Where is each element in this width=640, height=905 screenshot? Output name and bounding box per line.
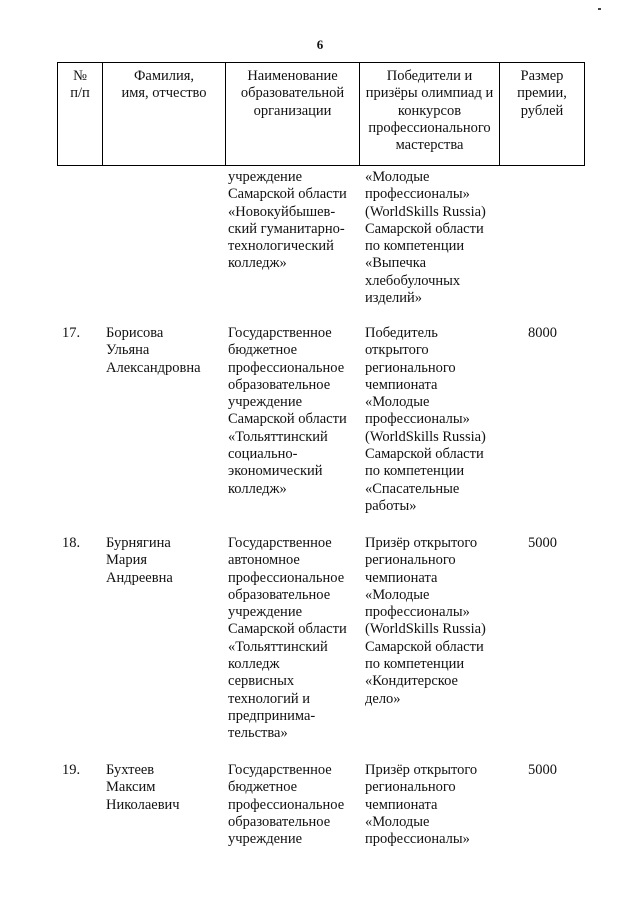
cell-line: социально- <box>228 446 298 463</box>
header-text: п/п <box>70 85 90 102</box>
cell-line: колледж» <box>228 255 287 272</box>
cell-line: «Новокуйбышев- <box>228 203 336 220</box>
cell-line: «Тольяттинский <box>228 638 328 655</box>
cell-line: Максим <box>106 779 156 796</box>
cell-line: учреждение <box>228 831 303 848</box>
cell-line: образовательное <box>228 376 331 393</box>
cell-line: Самарской области <box>228 186 347 203</box>
header-text: организации <box>253 102 332 119</box>
header-text: имя, отчество <box>121 85 207 102</box>
winner-cell <box>365 535 501 708</box>
row-number: 19. <box>62 762 81 778</box>
cell-line: регионального <box>365 552 456 569</box>
cell-line: профессиональное <box>228 359 345 376</box>
cell-line: «Тольяттинский <box>228 428 328 445</box>
cell-line: Победитель <box>365 325 438 341</box>
cell-line: «Молодые <box>365 813 430 830</box>
header-text: образовательной <box>240 85 345 102</box>
header-text: профессионального <box>368 119 491 136</box>
cell-line: регионального <box>365 779 456 796</box>
cell-line: «Спасательные <box>365 480 460 497</box>
cell-line: профессиональное <box>228 569 345 586</box>
org-cell <box>228 325 356 498</box>
cell-line: профессиональное <box>228 796 345 813</box>
cell-line: дело» <box>365 690 401 707</box>
cell-line: по компетенции <box>365 238 465 255</box>
cell-line: профессионалы» <box>365 411 470 428</box>
header-org <box>226 63 360 165</box>
cell-line: по компетенции <box>365 656 465 673</box>
cell-line: сервисных <box>228 673 295 690</box>
cell-line: Ульяна <box>106 342 150 359</box>
header-text: № <box>73 68 87 84</box>
cell-line: «Кондитерское <box>365 673 458 690</box>
cell-line: автономное <box>228 552 300 569</box>
winner-cell <box>365 169 501 307</box>
cell-line: «Молодые <box>365 586 430 603</box>
header-name <box>103 63 226 165</box>
cell-line: Самарской области <box>228 411 347 428</box>
header-num <box>58 63 103 165</box>
cell-line: (WorldSkills Russia) <box>365 428 486 445</box>
cell-line: учреждение <box>228 169 303 185</box>
cell-line: работы» <box>365 497 417 514</box>
header-text: Победители и <box>386 68 473 84</box>
cell-line: колледж» <box>228 480 287 497</box>
cell-line: колледж <box>228 656 280 673</box>
cell-line: изделий» <box>365 290 423 307</box>
scan-mark <box>598 8 601 10</box>
cell-line: Самарской области <box>365 220 484 237</box>
prize-cell: 5000 <box>528 762 557 778</box>
table-header <box>57 62 585 166</box>
header-text: Размер <box>520 68 564 84</box>
cell-line: учреждение <box>228 604 303 621</box>
cell-line: Самарской области <box>228 621 347 638</box>
cell-line: тельства» <box>228 725 288 742</box>
cell-line: Андреевна <box>106 569 173 586</box>
header-text: конкурсов <box>397 102 462 119</box>
cell-line: Призёр открытого <box>365 535 478 551</box>
cell-line: по компетенции <box>365 463 465 480</box>
cell-line: «Молодые <box>365 169 430 185</box>
cell-line: ский гуманитарно- <box>228 220 345 237</box>
cell-line: Призёр открытого <box>365 762 478 778</box>
header-text: рублей <box>520 102 564 119</box>
cell-line: Самарской области <box>365 446 484 463</box>
cell-line: Николаевич <box>106 796 180 813</box>
cell-line: экономический <box>228 463 323 480</box>
header-text: мастерства <box>395 137 464 154</box>
header-text: Наименование <box>247 68 338 84</box>
cell-line: учреждение <box>228 394 303 411</box>
winner-cell <box>365 325 501 515</box>
cell-line: чемпионата <box>365 796 438 813</box>
cell-line: профессионалы» <box>365 604 470 621</box>
cell-line: Бурнягина <box>106 535 171 551</box>
header-prize <box>500 63 584 165</box>
name-cell <box>106 762 226 814</box>
cell-line: Александровна <box>106 359 201 376</box>
cell-line: (WorldSkills Russia) <box>365 621 486 638</box>
org-cell <box>228 762 356 848</box>
cell-line: технологический <box>228 238 334 255</box>
cell-line: Государственное <box>228 762 332 778</box>
cell-line: Бухтеев <box>106 762 155 778</box>
cell-line: открытого <box>365 342 429 359</box>
cell-line: профессионалы» <box>365 186 470 203</box>
winner-cell <box>365 762 501 848</box>
header-text: Фамилия, <box>133 68 195 84</box>
cell-line: «Молодые <box>365 394 430 411</box>
cell-line: «Выпечка <box>365 255 427 272</box>
cell-line: (WorldSkills Russia) <box>365 203 486 220</box>
cell-line: профессионалы» <box>365 831 470 848</box>
cell-line: образовательное <box>228 813 331 830</box>
cell-line: Государственное <box>228 325 332 341</box>
prize-cell: 5000 <box>528 535 557 551</box>
name-cell <box>106 325 226 377</box>
cell-line: регионального <box>365 359 456 376</box>
cell-line: бюджетное <box>228 342 298 359</box>
cell-line: Борисова <box>106 325 164 341</box>
cell-line: предпринима- <box>228 707 316 724</box>
cell-line: Государственное <box>228 535 332 551</box>
page-number: 6 <box>316 37 324 52</box>
header-winners <box>360 63 500 165</box>
cell-line: чемпионата <box>365 569 438 586</box>
cell-line: Мария <box>106 552 148 569</box>
header-text: призёры олимпиад и <box>365 85 494 102</box>
row-number: 18. <box>62 535 81 551</box>
org-cell <box>228 535 356 743</box>
header-text: премии, <box>517 85 567 102</box>
org-cell <box>228 169 356 273</box>
cell-line: технологий и <box>228 690 310 707</box>
row-number: 17. <box>62 325 81 341</box>
cell-line: образовательное <box>228 586 331 603</box>
cell-line: чемпионата <box>365 376 438 393</box>
cell-line: бюджетное <box>228 779 298 796</box>
cell-line: хлебобулочных <box>365 272 461 289</box>
name-cell <box>106 535 226 587</box>
cell-line: Самарской области <box>365 638 484 655</box>
prize-cell: 8000 <box>528 325 557 341</box>
